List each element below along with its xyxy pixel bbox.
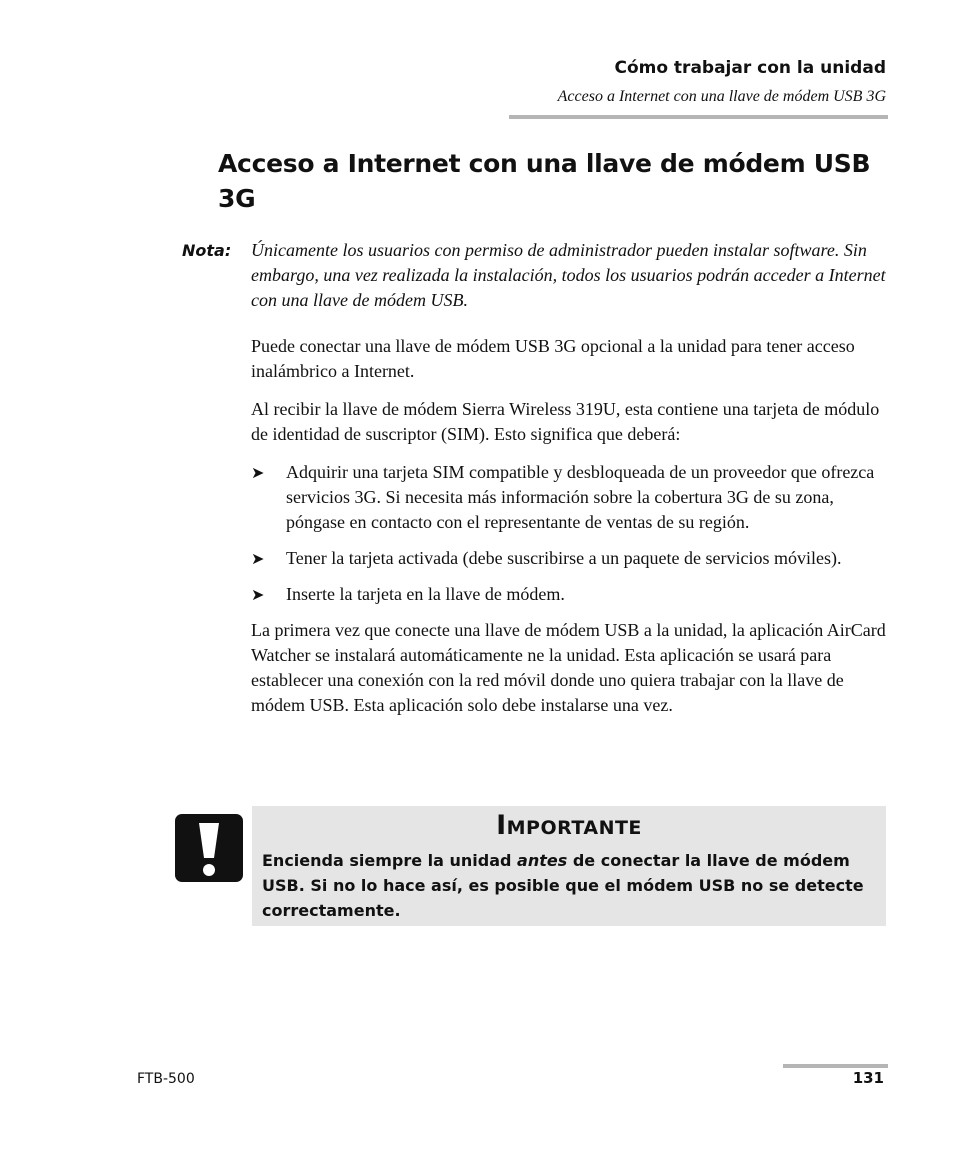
page-number: 131 — [852, 1069, 884, 1087]
body-content — [251, 334, 891, 731]
note-text: Únicamente los usuarios con permiso de administrador pueden instalar software. Sin embargo, una vez realizada la instalación, todos los usuarios podrán acceder a Internet con una llave de módem USB. — [251, 240, 886, 310]
note-label: Nota: — [182, 241, 232, 260]
header-section: Acceso a Internet con una llave de módem USB 3G — [557, 88, 886, 105]
arrow-bullet-icon: ➤ — [251, 549, 265, 568]
paragraph-aircard: La primera vez que conecte una llave de módem USB a la unidad, la aplicación AirCard Watcher se instalará automáticamente ne la unidad. Esta aplicación se usará para establecer una conexión con la red móvil donde uno quiera trabajar con la llave de módem USB. Esta aplicación solo debe instalarse una vez. — [251, 620, 886, 715]
list-item-text: Adquirir una tarjeta SIM compatible y desbloqueada de un proveedor que ofrezca servicios 3G. Si necesita más información sobre la cobertura 3G de su zona, póngase en contacto con el representante de ventas de su región. — [286, 462, 875, 532]
important-box — [252, 806, 886, 926]
list-item-text: Tener la tarjeta activada (debe suscribirse a un paquete de servicios móviles). — [286, 548, 842, 568]
header-chapter: Cómo trabajar con la unidad — [614, 58, 886, 78]
footer-doc-name: FTB-500 — [137, 1071, 195, 1087]
paragraph-sim: Al recibir la llave de módem Sierra Wireless 319U, esta contiene una tarjeta de módulo de identidad de suscriptor (SIM). Esto significa que deberá: — [251, 399, 880, 444]
important-icon — [175, 814, 243, 882]
important-text — [262, 848, 876, 923]
footer-rule — [783, 1064, 888, 1068]
important-text-after: de conectar la llave de módem USB. Si no lo hace así, es posible que el módem USB no se detecte correctamente. — [262, 851, 864, 920]
paragraph-intro: Puede conectar una llave de módem USB 3G opcional a la unidad para tener acceso inalámbrico a Internet. — [251, 336, 855, 381]
important-text-emphasis: antes — [517, 851, 568, 870]
arrow-bullet-icon: ➤ — [251, 585, 265, 604]
arrow-bullet-icon: ➤ — [251, 463, 265, 482]
header-rule — [509, 115, 888, 119]
list-item — [251, 460, 891, 535]
important-text-before: Encienda siempre la unidad — [262, 851, 518, 870]
list-item — [251, 582, 891, 607]
important-title: Importante — [496, 810, 642, 841]
list-item-text: Inserte la tarjeta en la llave de módem. — [286, 584, 565, 604]
list-item — [251, 546, 891, 571]
page-title: Acceso a Internet con una llave de módem USB 3G — [218, 149, 871, 213]
bullet-list — [251, 460, 891, 607]
exclamation-icon — [175, 814, 243, 882]
